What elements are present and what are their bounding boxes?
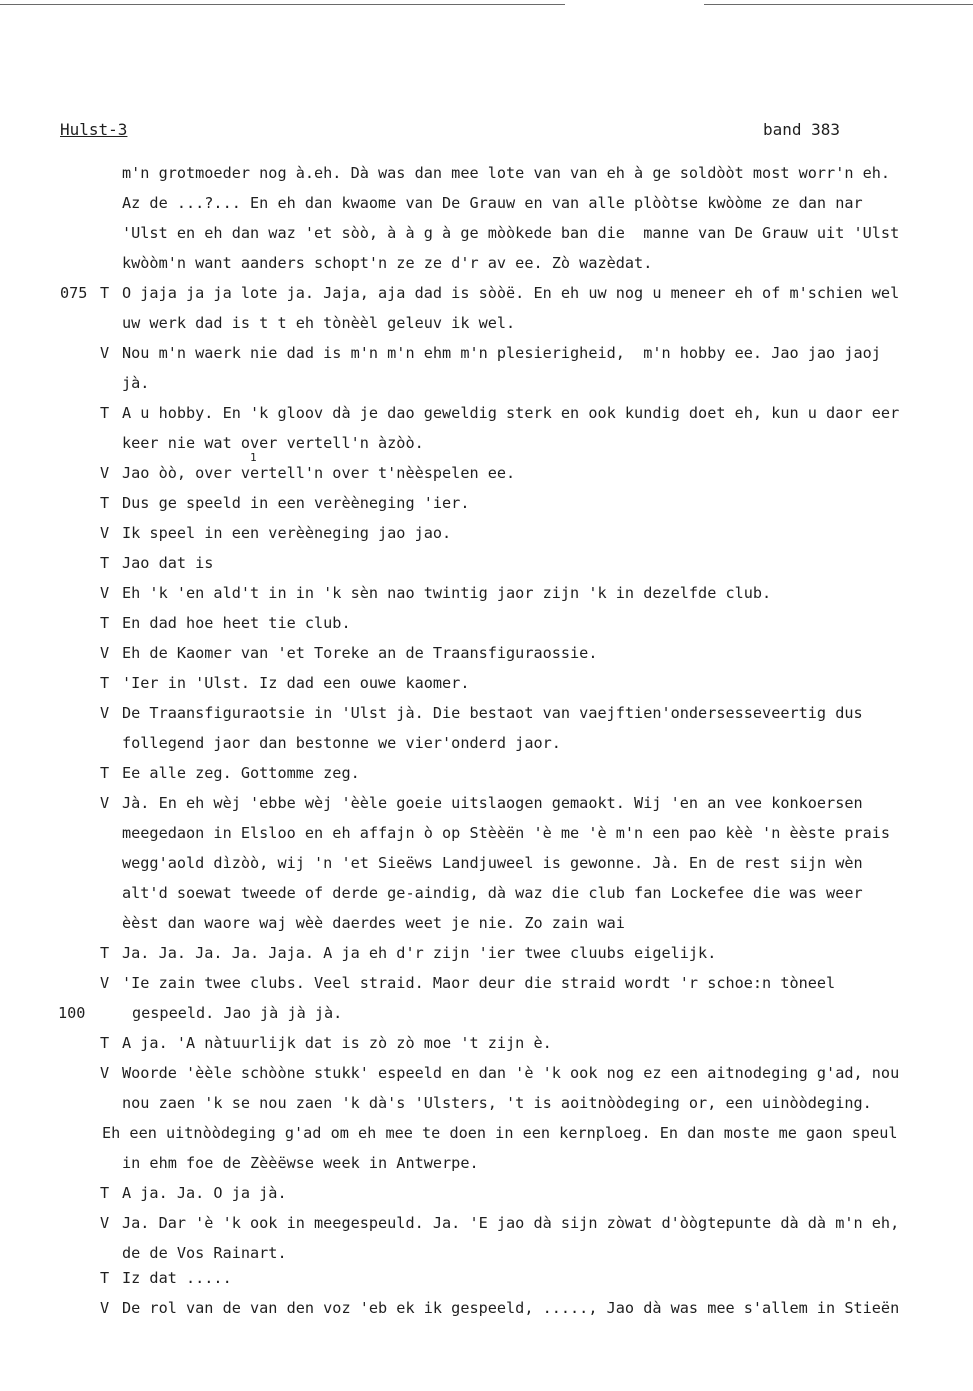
- speaker-label: T: [100, 614, 110, 632]
- transcript-line: Ja. Dar 'è 'k ook in meegespeuld. Ja. 'E jao dà sijn zòwat d'òògtepunte dà dà m'n eh,: [122, 1214, 900, 1232]
- speaker-label: V: [100, 1214, 110, 1232]
- transcript-line: De rol van de van den voz 'eb ek ik gespeeld, ....., Jao dà was mee s'allem in Stieën: [122, 1299, 900, 1317]
- speaker-label: T: [100, 674, 110, 692]
- transcript-line: kwòòm'n want aanders schopt'n ze ze d'r av ee. Zò wazèdat.: [122, 254, 653, 272]
- speaker-label: V: [100, 584, 110, 602]
- transcript-line: Ik speel in een verèèneging jao jao.: [122, 524, 452, 542]
- speaker-label: V: [100, 344, 110, 362]
- speaker-label: T: [100, 554, 110, 572]
- document-id: Hulst-3: [60, 120, 128, 139]
- line-number: 075: [60, 284, 88, 302]
- speaker-label: T: [100, 764, 110, 782]
- transcript-line: Nou m'n waerk nie dad is m'n m'n ehm m'n plesierigheid, m'n hobby ee. Jao jao jaoj: [122, 344, 881, 362]
- transcript-line: Jà. En eh wèj 'ebbe wèj 'èèle goeie uitslaogen gemaokt. Wij 'en an vee konkoersen: [122, 794, 863, 812]
- tape-number: band 383: [763, 120, 841, 139]
- transcript-line: keer nie wat over vertell'n àzòò.: [122, 434, 424, 452]
- speaker-label: V: [100, 704, 110, 722]
- transcript-line: nou zaen 'k se nou zaen 'k dà's 'Ulsters, 't is aoitnòòdeging or, een uinòòdeging.: [122, 1094, 872, 1112]
- transcript-line: Ee alle zeg. Gottomme zeg.: [122, 764, 360, 782]
- transcript-line: Iz dat .....: [122, 1269, 232, 1287]
- transcript-line: A ja. Ja. O ja jà.: [122, 1184, 287, 1202]
- transcript-line: meegedaon in Elsloo en eh affajn ò op Stèèën 'è me 'è m'n een pao kèè 'n èèste prais: [122, 824, 891, 842]
- speaker-label: V: [100, 464, 110, 482]
- transcript-line: A ja. 'A nàtuurlijk dat is zò zò moe 't zijn è.: [122, 1034, 552, 1052]
- transcript-line: 'Ie zain twee clubs. Veel straid. Maor deur die straid wordt 'r schoe:n tòneel: [122, 974, 836, 992]
- speaker-label: T: [100, 284, 110, 302]
- transcript-line: Eh 'k 'en ald't in in 'k sèn nao twintig jaor zijn 'k in dezelfde club.: [122, 584, 772, 602]
- footnote-marker: 1: [250, 451, 257, 464]
- speaker-label: T: [100, 1184, 110, 1202]
- transcript-line: Woorde 'èèle schòòne stukk' espeeld en dan 'è 'k ook nog ez een aitnodeging g'ad, nou: [122, 1064, 900, 1082]
- transcript-line: gespeeld. Jao jà jà jà.: [132, 1004, 343, 1022]
- transcript-line: èèst dan waore waj wèè daerdes weet je nie. Zo zain wai: [122, 914, 625, 932]
- speaker-label: V: [100, 974, 110, 992]
- transcript-line: De Traansfiguraotsie in 'Ulst jà. Die bestaot van vaejftien'ondersesseveertig dus: [122, 704, 863, 722]
- transcript-line: O jaja ja ja lote ja. Jaja, aja dad is sòòë. En eh uw nog u meneer eh of m'schien wel: [122, 284, 900, 302]
- speaker-label: V: [100, 1064, 110, 1082]
- speaker-label: V: [100, 644, 110, 662]
- transcript-line: wegg'aold dìzòò, wij 'n 'et Sieëws Landjuweel is gewonne. Jà. En de rest sijn wèn: [122, 854, 863, 872]
- speaker-label: T: [100, 1034, 110, 1052]
- transcript-line: de de Vos Rainart.: [122, 1244, 287, 1262]
- transcript-line: uw werk dad is t t eh tònèèl geleuv ik wel.: [122, 314, 516, 332]
- speaker-label: T: [100, 494, 110, 512]
- transcript-line: 'Ulst en eh dan waz 'et sòò, à à g à ge mòòkede ban die manne van De Grauw uit 'Ulst: [122, 224, 900, 242]
- top-rule-left: [0, 4, 565, 5]
- transcript-line: Jao òò, over vertell'n over t'nèèspelen ee.: [122, 464, 516, 482]
- transcript-line: m'n grotmoeder nog à.eh. Dà was dan mee lote van van eh à ge soldòòt most worr'n eh.: [122, 164, 891, 182]
- top-rule-right: [704, 4, 973, 5]
- transcript-line: jà.: [122, 374, 150, 392]
- transcript-line: 'Ier in 'Ulst. Iz dad een ouwe kaomer.: [122, 674, 470, 692]
- speaker-label: V: [100, 794, 110, 812]
- speaker-label: T: [100, 944, 110, 962]
- speaker-label: T: [100, 1269, 110, 1287]
- transcript-line: A u hobby. En 'k gloov dà je dao geweldig sterk en ook kundig doet eh, kun u daor eer: [122, 404, 900, 422]
- transcript-line: Ja. Ja. Ja. Ja. Jaja. A ja eh d'r zijn 'ier twee cluubs eigelijk.: [122, 944, 717, 962]
- speaker-label: V: [100, 524, 110, 542]
- transcript-line: Dus ge speeld in een verèèneging 'ier.: [122, 494, 470, 512]
- transcript-line: in ehm foe de Zèèëwse week in Antwerpe.: [122, 1154, 479, 1172]
- speaker-label: V: [100, 1299, 110, 1317]
- transcript-line: Jao dat is: [122, 554, 214, 572]
- speaker-label: T: [100, 404, 110, 422]
- transcript-line: alt'd soewat tweede of derde ge-aindig, dà waz die club fan Lockefee die was weer: [122, 884, 863, 902]
- transcript-line: follegend jaor dan bestonne we vier'onderd jaor.: [122, 734, 561, 752]
- transcript-line: En dad hoe heet tie club.: [122, 614, 351, 632]
- transcript-line: Eh de Kaomer van 'et Toreke an de Traansfiguraossie.: [122, 644, 598, 662]
- line-number: 100: [58, 1004, 86, 1022]
- transcript-line: Az de ...?... En eh dan kwaome van De Grauw en van alle plòòtse kwòòme ze dan nar: [122, 194, 863, 212]
- transcript-line: Eh een uitnòòdeging g'ad om eh mee te doen in een kernploeg. En dan moste me gaon speul: [102, 1124, 898, 1142]
